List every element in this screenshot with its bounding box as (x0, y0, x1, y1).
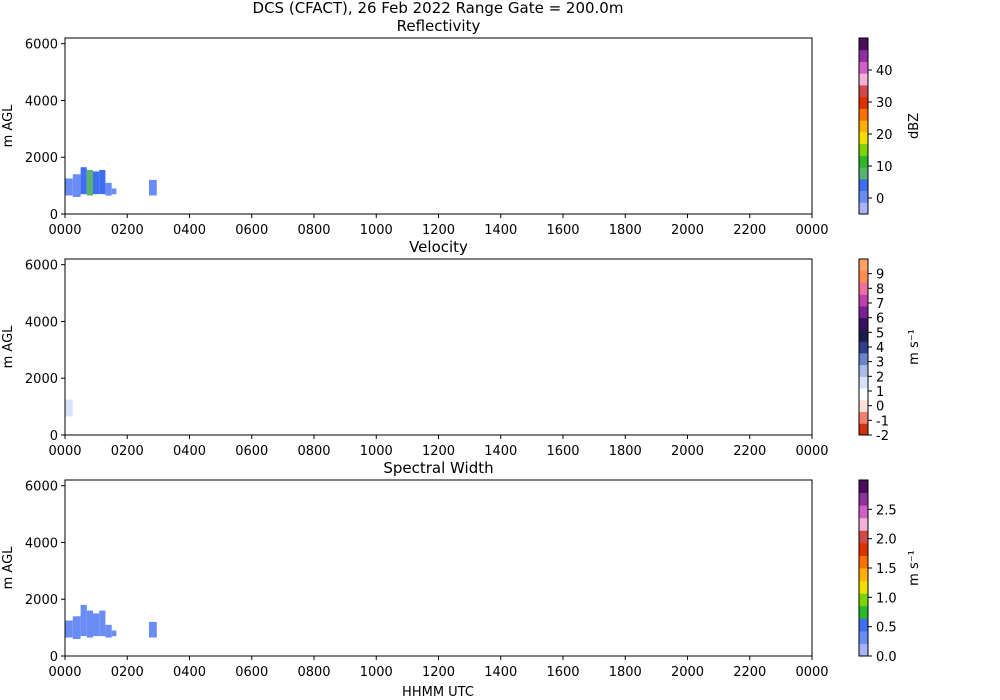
x-tick-label: 0800 (297, 665, 331, 680)
x-tick-label: 0600 (235, 223, 269, 238)
x-tick-label: 0600 (235, 665, 269, 680)
data-cell (87, 611, 93, 638)
colorbar-tick-label: 3 (876, 355, 885, 371)
y-tick-label: 4000 (24, 536, 58, 552)
y-tick-label: 2000 (24, 593, 58, 609)
colorbar-segment (859, 108, 868, 120)
colorbar-segment (859, 61, 868, 73)
x-tick-label: 0800 (297, 223, 331, 238)
colorbar-segment (859, 493, 868, 506)
x-tick-label: 1600 (546, 665, 580, 680)
x-tick-label: 0200 (110, 223, 144, 238)
x-tick-label: 1000 (359, 444, 393, 459)
data-cell (87, 391, 93, 417)
colorbar-segment (859, 505, 868, 518)
data-cell (149, 180, 157, 196)
colorbar-segment (859, 365, 868, 377)
x-tick-label: 1000 (359, 223, 393, 238)
colorbar-segment (859, 412, 868, 424)
data-cell (99, 170, 105, 194)
colorbar-segment (859, 179, 868, 191)
y-tick-label: 2000 (24, 372, 58, 388)
colorbar-tick-label: 2.0 (876, 532, 897, 548)
x-tick-label: 1400 (484, 444, 518, 459)
data-cell (65, 400, 73, 417)
y-tick-label: 6000 (24, 258, 58, 274)
colorbar-segment (859, 120, 868, 132)
colorbar-segment (859, 282, 868, 294)
y-tick-label: 6000 (24, 37, 58, 53)
x-tick-label: 2200 (733, 223, 767, 238)
colorbar-segment (859, 643, 868, 656)
colorbar-tick-label: 20 (876, 128, 893, 143)
x-tick-label: 2000 (670, 444, 705, 459)
colorbar-segment (859, 318, 868, 330)
colorbar-tick-label: 10 (876, 160, 893, 175)
y-tick-label: 0 (49, 429, 58, 444)
y-tick-label: 4000 (24, 315, 58, 331)
colorbar-tick-label: 2.5 (876, 503, 897, 519)
x-tick-label: 0800 (297, 444, 331, 459)
x-tick-label: 2000 (670, 223, 705, 238)
x-tick-label: 0000 (48, 665, 82, 680)
colorbar-tick-label: 1.5 (876, 562, 897, 577)
colorbar-tick-label: 8 (876, 282, 885, 298)
colorbar-label: m s⁻¹ (907, 550, 922, 586)
data-cell (65, 179, 73, 196)
colorbar-segment (859, 631, 868, 644)
data-cell (99, 611, 105, 637)
colorbar-tick-label: 0.0 (876, 650, 897, 665)
colorbar-tick-label: 0 (876, 192, 885, 207)
data-cell (93, 392, 99, 415)
colorbar-segment (859, 480, 868, 493)
panel-title: Spectral Width (383, 459, 494, 477)
colorbar-tick-label: -2 (876, 429, 889, 444)
colorbar-segment (859, 202, 868, 214)
x-tick-label: 0400 (172, 223, 207, 238)
data-cell (81, 605, 87, 636)
data-cell (106, 625, 112, 638)
colorbar-segment (859, 353, 868, 365)
colorbar-segment (859, 388, 868, 400)
data-cell (73, 395, 81, 418)
colorbar (859, 38, 922, 215)
colorbar-tick-label: 5 (876, 326, 885, 342)
colorbar-segment (859, 400, 868, 412)
data-cell (81, 167, 87, 194)
x-tick-label: 2200 (733, 444, 767, 459)
x-tick-label: 0000 (795, 665, 829, 680)
axes-frame (65, 38, 812, 214)
y-tick-label: 0 (49, 650, 58, 665)
colorbar-label: m s⁻¹ (907, 329, 922, 365)
colorbar-segment (859, 271, 868, 283)
x-tick-label: 1400 (484, 665, 518, 680)
colorbar-tick-label: 4 (876, 341, 885, 356)
colorbar-segment (859, 38, 868, 50)
data-cell (106, 183, 112, 196)
data-cell (73, 174, 81, 197)
colorbar-segment (859, 376, 868, 388)
y-tick-label: 2000 (24, 151, 58, 167)
figure-xlabel: HHMM UTC (402, 685, 474, 700)
data-cells (65, 167, 157, 197)
x-tick-label: 2200 (733, 665, 767, 680)
x-tick-label: 0400 (172, 665, 207, 680)
colorbar-segment (859, 530, 868, 543)
data-cell (99, 391, 105, 415)
x-tick-label: 1600 (546, 444, 580, 459)
x-tick-label: 0200 (110, 665, 144, 680)
x-tick-label: 0400 (172, 444, 207, 459)
y-axis-label: m AGL (1, 325, 16, 369)
x-tick-label: 0200 (110, 444, 144, 459)
data-cell (106, 404, 112, 417)
colorbar-segment (859, 606, 868, 619)
colorbar-tick-label: 9 (876, 267, 885, 283)
y-tick-label: 0 (49, 208, 58, 223)
colorbar-segment (859, 329, 868, 341)
x-tick-label: 1400 (484, 223, 518, 238)
panel-title: Velocity (409, 238, 468, 256)
colorbar-tick-label: 0.5 (876, 620, 897, 636)
colorbar-segment (859, 144, 868, 156)
x-tick-label: 2000 (670, 665, 705, 680)
colorbar-segment (859, 97, 868, 109)
colorbar (859, 480, 922, 665)
data-cell (112, 631, 117, 637)
x-tick-label: 0000 (48, 444, 82, 459)
x-tick-label: 1200 (421, 665, 456, 680)
y-tick-label: 4000 (24, 94, 58, 110)
colorbar-segment (859, 593, 868, 606)
data-cell (112, 189, 117, 195)
x-tick-label: 1200 (421, 223, 456, 238)
panel-0 (1, 17, 922, 238)
colorbar-segment (859, 73, 868, 85)
data-cells (65, 605, 157, 639)
x-tick-label: 1800 (608, 665, 642, 680)
x-tick-label: 0000 (48, 223, 82, 238)
x-tick-label: 1000 (359, 665, 393, 680)
y-axis-label: m AGL (1, 546, 16, 590)
colorbar-segment (859, 132, 868, 144)
colorbar-label: dBZ (907, 112, 922, 140)
colorbar-segment (859, 50, 868, 62)
y-tick-label: 6000 (24, 479, 58, 495)
data-cell (149, 622, 157, 638)
colorbar-segment (859, 155, 868, 167)
data-cell (149, 401, 157, 417)
y-axis-label: m AGL (1, 104, 16, 148)
axes-frame (65, 480, 812, 656)
data-cell (87, 170, 93, 196)
x-tick-label: 0000 (795, 223, 829, 238)
colorbar-segment (859, 85, 868, 97)
axes-frame (65, 259, 812, 435)
x-tick-label: 1600 (546, 223, 580, 238)
panel-title: Reflectivity (396, 17, 481, 35)
data-cells (65, 388, 157, 418)
data-cell (81, 388, 87, 415)
colorbar-segment (859, 543, 868, 556)
colorbar-segment (859, 191, 868, 203)
colorbar-segment (859, 581, 868, 594)
colorbar (859, 259, 922, 444)
colorbar-tick-label: 6 (876, 311, 885, 327)
colorbar-tick-label: 40 (876, 64, 893, 79)
data-cell (93, 171, 99, 194)
colorbar-tick-label: 7 (876, 297, 885, 312)
colorbar-tick-label: 1 (876, 385, 885, 400)
x-tick-label: 0000 (795, 444, 829, 459)
x-tick-label: 1800 (608, 444, 642, 459)
panel-2 (1, 459, 922, 680)
colorbar-segment (859, 423, 868, 435)
colorbar-segment (859, 568, 868, 581)
colorbar-segment (859, 341, 868, 353)
colorbar-tick-label: 0 (876, 399, 885, 415)
colorbar-segment (859, 555, 868, 568)
colorbar-segment (859, 618, 868, 631)
colorbar-segment (859, 259, 868, 271)
x-tick-label: 1200 (421, 444, 456, 459)
colorbar-segment (859, 518, 868, 531)
colorbar-segment (859, 167, 868, 179)
x-tick-label: 1800 (608, 223, 642, 238)
panel-1 (1, 238, 922, 459)
colorbar-tick-label: 2 (876, 370, 885, 386)
data-cell (73, 616, 81, 639)
data-cell (93, 613, 99, 636)
colorbar-tick-label: 30 (876, 96, 893, 111)
data-cell (65, 621, 73, 638)
figure-suptitle: DCS (CFACT), 26 Feb 2022 Range Gate = 200.0m (252, 0, 624, 17)
colorbar-segment (859, 294, 868, 306)
x-tick-label: 0600 (235, 444, 269, 459)
colorbar-segment (859, 306, 868, 318)
colorbar-tick-label: 1.0 (876, 591, 897, 607)
colorbar-tick-label: -1 (876, 414, 889, 430)
